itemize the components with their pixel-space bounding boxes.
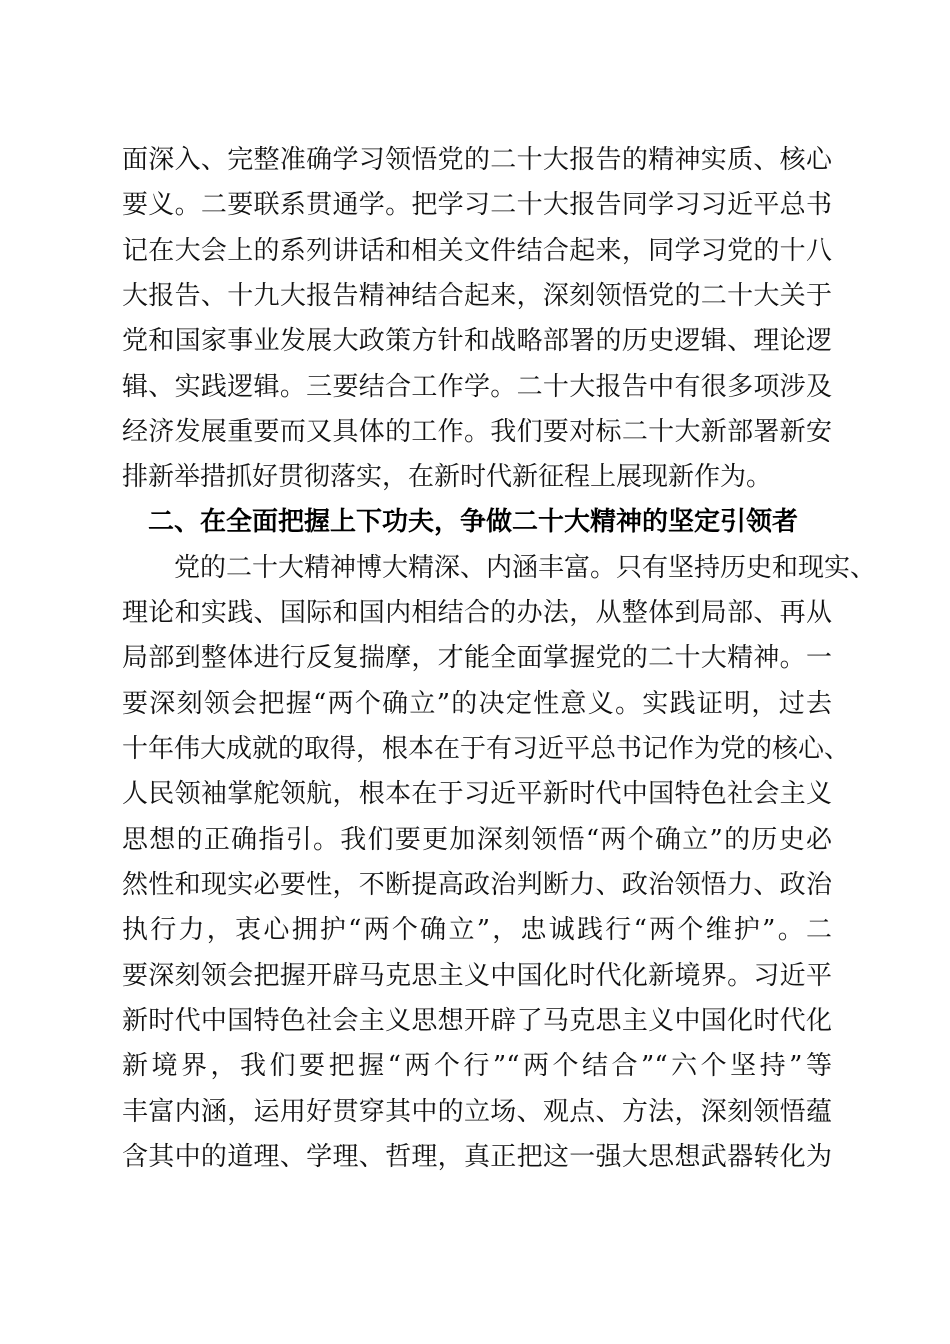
paragraph-line: 要深刻领会把握开辟马克思主义中国化时代化新境界。习近平 xyxy=(122,961,832,991)
paragraph-line: 新时代中国特色社会主义思想开辟了马克思主义中国化时代化 xyxy=(122,1006,832,1036)
paragraph-line: 记在大会上的系列讲话和相关文件结合起来，同学习党的十八 xyxy=(122,236,832,266)
paragraph-line: 丰富内涵，运用好贯穿其中的立场、观点、方法，深刻领悟蕴 xyxy=(122,1097,832,1127)
paragraph-line: 含其中的道理、学理、哲理，真正把这一强大思想武器转化为 xyxy=(122,1142,832,1172)
paragraph-line: 党和国家事业发展大政策方针和战略部署的历史逻辑、理论逻 xyxy=(122,326,832,356)
paragraph-line: 十年伟大成就的取得，根本在于有习近平总书记作为党的核心、 xyxy=(122,734,851,764)
paragraph-line: 要义。二要联系贯通学。把学习二十大报告同学习习近平总书 xyxy=(122,190,832,220)
section-heading: 二、在全面把握上下功夫，争做二十大精神的坚定引领者 xyxy=(148,507,799,537)
paragraph-line: 要深刻领会把握“两个确立”的决定性意义。实践证明，过去 xyxy=(122,689,832,719)
paragraph-line: 然性和现实必要性，不断提高政治判断力、政治领悟力、政治 xyxy=(122,870,832,900)
paragraph-line: 大报告、十九大报告精神结合起来，深刻领悟党的二十大关于 xyxy=(122,281,832,311)
paragraph-line: 党的二十大精神博大精深、内涵丰富。只有坚持历史和现实、 xyxy=(174,553,877,583)
paragraph-line: 执行力，衷心拥护“两个确立”，忠诚践行“两个维护”。二 xyxy=(122,915,832,945)
paragraph-line: 辑、实践逻辑。三要结合工作学。二十大报告中有很多项涉及 xyxy=(122,372,832,402)
paragraph-line: 思想的正确指引。我们要更加深刻领悟“两个确立”的历史必 xyxy=(122,825,832,855)
paragraph-line: 排新举措抓好贯彻落实，在新时代新征程上展现新作为。 xyxy=(122,462,773,492)
paragraph-line: 经济发展重要而又具体的工作。我们要对标二十大新部署新安 xyxy=(122,417,832,447)
paragraph-line: 局部到整体进行反复揣摩，才能全面掌握党的二十大精神。一 xyxy=(122,643,832,673)
paragraph-line: 新境界，我们要把握“两个行”“两个结合”“六个坚持”等 xyxy=(122,1051,832,1081)
paragraph-line: 面深入、完整准确学习领悟党的二十大报告的精神实质、核心 xyxy=(122,145,832,175)
paragraph-line: 人民领袖掌舵领航，根本在于习近平新时代中国特色社会主义 xyxy=(122,779,832,809)
paragraph-line: 理论和实践、国际和国内相结合的办法，从整体到局部、再从 xyxy=(122,598,832,628)
